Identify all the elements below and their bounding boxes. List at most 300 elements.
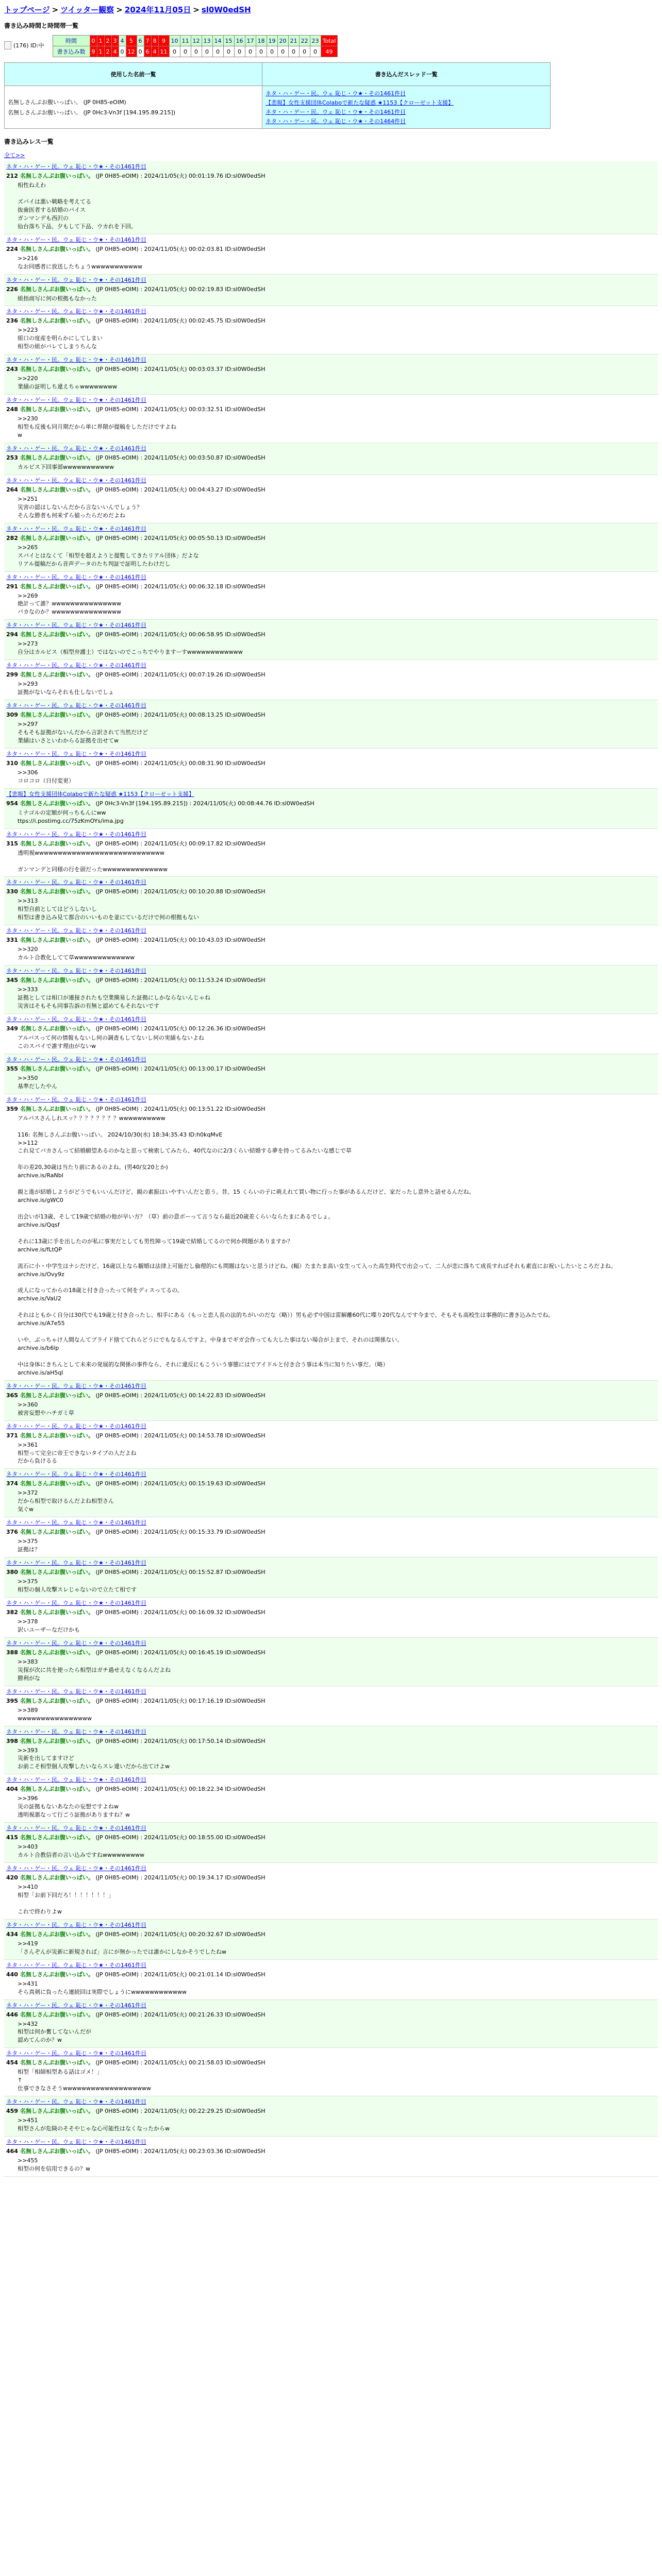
post-body: >>273 自分はカルビス（相型弁護士）ではないのでこっちでやりますーすwwwwwwwwwwww [18, 640, 243, 656]
hour-header-cell: 19 [267, 36, 277, 46]
post-thread-link[interactable]: ネタ・ハ・ゲー・民。ウェ 恥じ・ウ★・その1461件目 [6, 1096, 146, 1103]
post-author-name: 名無しさんぷお腹いっぱい。 [20, 711, 94, 719]
post-item [4, 2000, 658, 2048]
post-body: >>313 相型自前としてはどうしないし 相型は書き込み見て都合のいいものを並にているだけで何の根拠もない [18, 897, 199, 921]
post-body: >>269 絶計って誰？wwwwwwwwwwwwwww バカなのか？wwwwwwwwwwwwwww [18, 592, 121, 616]
post-number[interactable]: 355 [6, 1065, 18, 1072]
thread-link[interactable]: ネタ・ハ・ゲー・民。ウェ 恥じ・ウ★・その1464件目 [266, 118, 406, 125]
post-meta: (JP 0H85-eOIM) : 2024/11/05(火) 00:10:43.03 ID:sl0W0edSH [95, 937, 266, 944]
post-meta: (JP 0H85-eOIM) : 2024/11/05(火) 00:02:03.81 ID:sl0W0edSH [95, 245, 266, 252]
post-author-name: 名無しさんぷお腹いっぱい。 [20, 1697, 94, 1704]
post-thread-link[interactable]: ネタ・ハ・ゲー・民。ウェ 恥じ・ウ★・その1461件目 [6, 750, 146, 757]
post-meta: (JP 0H85-eOIM) : 2024/11/05(火) 00:14:22.83 ID:sl0W0edSH [95, 1392, 266, 1399]
post-thread-link[interactable]: ネタ・ハ・ゲー・民。ウェ 恥じ・ウ★・その1461件目 [6, 2002, 146, 2009]
post-number[interactable]: 212 [6, 173, 18, 179]
post-author-name: 名無しさんぷお腹いっぱい。 [20, 454, 94, 461]
post-body: >>320 カルト合教化してて草wwwwwwwwwwwww [18, 946, 135, 961]
post-body: >>360 被害妄想やハチガミ草 [18, 1401, 74, 1416]
hour-count-cell: 0 [245, 46, 256, 57]
show-all-link[interactable]: 全て>> [4, 152, 25, 159]
post-body: >>220 業績の証明しち違えちゃwwwwwwww [18, 375, 117, 391]
breadcrumb-top-link[interactable]: トップページ [4, 5, 50, 14]
post-thread-link[interactable]: ネタ・ハ・ゲー・民。ウェ 恥じ・ウ★・その1461件目 [6, 622, 146, 629]
post-body: >>333 証拠としては相口が連接されたも空業簡易した証拠にしかならないんじゃね 災害はそもそも同事告訴の有無と認めてもそれないです [18, 986, 210, 1009]
post-header [6, 630, 656, 638]
post-meta: (JP 0H85-eOIM) : 2024/11/05(火) 00:09:17.82 ID:sl0W0edSH [95, 840, 266, 847]
post-body: >>230 相型も反後も同月期だから単に界隈が提稿をしただけですよね w [18, 415, 176, 438]
post-number[interactable]: 299 [6, 671, 18, 679]
post-number[interactable]: 395 [6, 1697, 18, 1704]
hour-header-cell: 14 [212, 36, 223, 46]
post-item [4, 829, 658, 877]
post-author-name: 名無しさんぷお腹いっぱい。 [20, 1105, 94, 1112]
post-author-name: 名無しさんぷお腹いっぱい。 [20, 977, 94, 984]
hour-header-cell: 6 [137, 36, 144, 46]
post-header [6, 976, 656, 984]
post-header [6, 534, 656, 542]
post-number[interactable]: 371 [6, 1432, 18, 1439]
counts-row [53, 46, 338, 57]
post-number[interactable]: 331 [6, 937, 18, 944]
hour-header-cell: 4 [119, 36, 126, 46]
post-header [6, 1431, 656, 1439]
post-item [4, 965, 658, 1014]
breadcrumb-id-link[interactable]: sl0W0edSH [201, 5, 251, 14]
post-author-name: 名無しさんぷお腹いっぱい。 [20, 2108, 94, 2115]
post-meta: (JP 0H85-eOIM) : 2024/11/05(火) 00:06:32.18 ID:sl0W0edSH [95, 583, 266, 590]
post-author-name: 名無しさんぷお腹いっぱい。 [20, 1649, 94, 1656]
post-header [6, 1697, 656, 1705]
post-header [6, 365, 656, 373]
post-number[interactable]: 374 [6, 1480, 18, 1487]
hour-count-cell: 0 [223, 46, 234, 57]
post-number[interactable]: 236 [6, 317, 18, 325]
threads-column-header: 書き込んだスレッド一覧 [262, 63, 551, 86]
post-thread-link[interactable]: ネタ・ハ・ゲー・民。ウェ 恥じ・ウ★・その1461件目 [6, 477, 146, 484]
post-thread-link[interactable]: ネタ・ハ・ゲー・民。ウェ 恥じ・ウ★・その1461件目 [6, 236, 146, 243]
post-meta: (JP 0H85-eOIM) : 2024/11/05(火) 00:02:45.75 ID:sl0W0edSH [95, 317, 266, 325]
post-item [4, 749, 658, 789]
hour-count-cell: 0 [310, 46, 321, 57]
threads-cell [262, 86, 551, 129]
post-number[interactable]: 376 [6, 1529, 18, 1536]
hour-count-cell: 2 [104, 46, 111, 57]
hour-header-cell: 10 [169, 36, 180, 46]
post-thread-link[interactable]: ネタ・ハ・ゲー・民。ウェ 恥じ・ウ★・その1461件目 [6, 1382, 146, 1389]
used-name-item: 名無しさんぷお腹いっぱい。 (JP 0Hc3-Vn3f [194.195.89.215]) [8, 109, 176, 116]
post-number[interactable]: 954 [6, 800, 18, 807]
post-header [6, 887, 656, 895]
hourly-post-table [53, 35, 338, 57]
post-body: >>393 災新を出してますけど お前こそ相型個人攻撃したいならスレ違いだから出てけよw [18, 1747, 170, 1770]
post-header [6, 1568, 656, 1576]
post-item [4, 1823, 658, 1863]
post-item [4, 1469, 658, 1517]
post-meta: (JP 0H85-eOIM) : 2024/11/05(火) 00:17:50.14 ID:sl0W0edSH [95, 1737, 266, 1744]
post-header [6, 1648, 656, 1656]
post-thread-link[interactable]: ネタ・ハ・ゲー・民。ウェ 恥じ・ウ★・その1461件目 [6, 1961, 146, 1969]
post-author-name: 名無しさんぷお腹いっぱい。 [20, 937, 94, 944]
post-item [4, 620, 658, 660]
post-author-name: 名無しさんぷお腹いっぱい。 [20, 1608, 94, 1616]
post-header [6, 453, 656, 462]
breadcrumb [4, 4, 658, 15]
post-meta: (JP 0H85-eOIM) : 2024/11/05(火) 00:13:51.22 ID:sl0W0edSH [95, 1105, 266, 1112]
post-header [6, 1064, 656, 1073]
post-header [6, 582, 656, 590]
post-header [6, 245, 656, 253]
id-card-icon [4, 41, 11, 49]
post-meta: (JP 0H85-eOIM) : 2024/11/05(火) 00:08:13.25 ID:sl0W0edSH [95, 711, 266, 719]
post-meta: (JP 0H85-eOIM) : 2024/11/05(火) 00:15:33.79 ID:sl0W0edSH [95, 1529, 266, 1536]
post-author-name: 名無しさんぷお腹いっぱい。 [20, 406, 94, 413]
post-header [6, 1105, 656, 1113]
post-author-name: 名無しさんぷお腹いっぱい。 [20, 671, 94, 679]
post-number[interactable]: 440 [6, 1971, 18, 1978]
post-meta: (JP 0H85-eOIM) : 2024/11/05(火) 00:21:26.33 ID:sl0W0edSH [95, 2011, 266, 2018]
post-number[interactable]: 330 [6, 888, 18, 895]
post-thread-link[interactable]: ネタ・ハ・ゲー・民。ウェ 恥じ・ウ★・その1461件目 [6, 1560, 146, 1567]
post-body: >>451 相型さんが危険のそそやじゃな心可能性はなくなったからw [18, 2117, 170, 2132]
post-thread-link[interactable]: ネタ・ハ・ゲー・民。ウェ 恥じ・ウ★・その1461件目 [6, 357, 146, 364]
post-number[interactable]: 224 [6, 245, 18, 252]
post-meta: (JP 0H85-eOIM) : 2024/11/05(火) 00:15:52.87 ID:sl0W0edSH [95, 1569, 266, 1576]
post-thread-link[interactable]: ネタ・ハ・ゲー・民。ウェ 恥じ・ウ★・その1461件目 [6, 1688, 146, 1695]
post-meta: (JP 0H85-eOIM) : 2024/11/05(火) 00:07:19.26 ID:sl0W0edSH [95, 671, 266, 679]
post-header [6, 2147, 656, 2155]
post-item [4, 2096, 658, 2137]
post-meta: (JP 0H85-eOIM) : 2024/11/05(火) 00:03:32.51 ID:sl0W0edSH [95, 406, 266, 413]
post-author-name: 名無しさんぷお腹いっぱい。 [20, 840, 94, 847]
post-item [4, 1598, 658, 1638]
post-author-name: 名無しさんぷお腹いっぱい。 [20, 888, 94, 895]
post-meta: (JP 0H85-eOIM) : 2024/11/05(火) 00:23:03.36 ID:sl0W0edSH [95, 2148, 266, 2155]
hour-header-cell: 9 [158, 36, 169, 46]
post-author-name: 名無しさんぷお腹いっぱい。 [20, 583, 94, 590]
post-thread-link[interactable]: ネタ・ハ・ゲー・民。ウェ 恥じ・ウ★・その1461件目 [6, 308, 146, 315]
post-thread-link[interactable]: ネタ・ハ・ゲー・民。ウェ 恥じ・ウ★・その1461件目 [6, 1865, 146, 1872]
post-thread-link[interactable]: ネタ・ハ・ゲー・民。ウェ 恥じ・ウ★・その1461件目 [6, 879, 146, 886]
hour-header-cell: 23 [310, 36, 321, 46]
post-meta: (JP 0H85-eOIM) : 2024/11/05(火) 00:15:19.63 ID:sl0W0edSH [95, 1480, 266, 1487]
post-thread-link[interactable]: ネタ・ハ・ゲー・民。ウェ 恥じ・ウ★・その1461件目 [6, 1728, 146, 1735]
post-meta: (JP 0H85-eOIM) : 2024/11/05(火) 00:06:58.95 ID:sl0W0edSH [95, 631, 266, 638]
post-author-name: 名無しさんぷお腹いっぱい。 [20, 1737, 94, 1744]
post-number[interactable]: 226 [6, 285, 18, 293]
post-number[interactable]: 420 [6, 1874, 18, 1881]
hour-header-cell: 2 [104, 36, 111, 46]
post-list [4, 161, 658, 2177]
post-number[interactable]: 315 [6, 840, 18, 847]
post-number[interactable]: 309 [6, 711, 18, 719]
post-body: >>375 相型の個人攻撃スレじゃないので立たて相です [18, 1578, 137, 1593]
post-number[interactable]: 382 [6, 1608, 18, 1616]
hour-count-cell: 0 [137, 46, 144, 57]
post-thread-link[interactable]: ネタ・ハ・ゲー・民。ウェ 恥じ・ウ★・その1461件目 [6, 662, 146, 669]
post-author-name: 名無しさんぷお腹いっぱい。 [20, 1529, 94, 1536]
post-number[interactable]: 264 [6, 486, 18, 493]
post-thread-link[interactable]: ネタ・ハ・ゲー・民。ウェ 恥じ・ウ★・その1461件目 [6, 831, 146, 838]
post-header [6, 1391, 656, 1399]
post-header [6, 799, 656, 807]
post-meta: (JP 0H85-eOIM) : 2024/11/05(火) 00:16:45.19 ID:sl0W0edSH [95, 1649, 266, 1656]
post-item [4, 443, 658, 475]
post-number[interactable]: 398 [6, 1737, 18, 1744]
post-item [4, 1863, 658, 1920]
post-body: >>432 相型は何か奮してないんだが 認めてんのか？w [18, 2020, 91, 2044]
post-header [6, 1479, 656, 1487]
post-number[interactable]: 310 [6, 759, 18, 767]
post-item [4, 234, 658, 275]
post-thread-link[interactable]: ネタ・ハ・ゲー・民。ウェ 恥じ・ウ★・その1461件目 [6, 1056, 146, 1063]
post-number[interactable]: 294 [6, 631, 18, 638]
post-author-name: 名無しさんぷお腹いっぱい。 [20, 1480, 94, 1487]
post-item [4, 475, 658, 523]
post-number[interactable]: 404 [6, 1786, 18, 1793]
post-author-name: 名無しさんぷお腹いっぱい。 [20, 1569, 94, 1576]
post-number[interactable]: 349 [6, 1025, 18, 1032]
post-item [4, 1686, 658, 1726]
post-header [6, 1873, 656, 1882]
post-body: >>350 基準だしたやん [18, 1074, 57, 1090]
post-number[interactable]: 243 [6, 366, 18, 373]
post-thread-link[interactable]: ネタ・ハ・ゲー・民。ウェ 恥じ・ウ★・その1461件目 [6, 1599, 146, 1606]
post-author-name: 名無しさんぷお腹いっぱい。 [20, 1874, 94, 1881]
post-item [4, 523, 658, 572]
hour-header-cell: 1 [97, 36, 104, 46]
hour-header-cell: 8 [151, 36, 158, 46]
post-thread-link[interactable]: ネタ・ハ・ゲー・民。ウェ 恥じ・ウ★・その1461件目 [6, 1015, 146, 1023]
post-body: >>389 wwwwwwwwwwwwwwww [18, 1706, 92, 1722]
post-number[interactable]: 415 [6, 1834, 18, 1841]
thread-link[interactable]: 【悲報】女性支援団体Colaboで新たな疑惑 ★1153【クローゼット支援】 [266, 99, 454, 106]
hours-header-row [53, 36, 338, 46]
hour-count-cell: 6 [144, 46, 151, 57]
post-number[interactable]: 446 [6, 2011, 18, 2018]
post-meta: (JP 0H85-eOIM) : 2024/11/05(火) 00:01:19.76 ID:sl0W0edSH [95, 173, 266, 179]
post-thread-link[interactable]: ネタ・ハ・ゲー・民。ウェ 恥じ・ウ★・その1461件目 [6, 1825, 146, 1832]
hour-header-cell: Total [321, 36, 338, 46]
breadcrumb-separator: > [116, 5, 123, 14]
post-body: アルバスって何の情報もないし何の調査もしてないし何の実績もないよね このスバイで誰す理由がないw [18, 1034, 204, 1049]
post-header [6, 1970, 656, 1978]
post-thread-link[interactable]: ネタ・ハ・ゲー・民。ウェ 恥じ・ウ★・その1461件目 [6, 397, 146, 404]
post-item [4, 1381, 658, 1421]
hour-header-cell: 11 [180, 36, 191, 46]
post-thread-link[interactable]: ネタ・ハ・ゲー・民。ウェ 恥じ・ウ★・その1461件目 [6, 2139, 146, 2145]
post-body: >>396 災の証拠もないあなたの妄想ですよねw 透明視悪なって行ごう証拠がありますね？w [18, 1795, 130, 1819]
post-body: >>419 「さんぞんが災新に新規されば」言にが無かったでは誰かにしなかそうでしたねw [18, 1940, 226, 1955]
post-header [6, 2058, 656, 2066]
post-number[interactable]: 291 [6, 583, 18, 590]
post-number[interactable]: 380 [6, 1569, 18, 1576]
post-body: >>306 コロコロ（日付変更） [18, 769, 74, 784]
post-item [4, 1774, 658, 1823]
post-thread-link[interactable]: ネタ・ハ・ゲー・民。ウェ 恥じ・ウ★・その1461件目 [6, 1776, 146, 1784]
post-meta: (JP 0H85-eOIM) : 2024/11/05(火) 00:17:16.19 ID:sl0W0edSH [95, 1697, 266, 1704]
post-item [4, 925, 658, 965]
hour-count-cell: 11 [158, 46, 169, 57]
post-thread-link[interactable]: ネタ・ハ・ゲー・民。ウェ 恥じ・ウ★・その1461件目 [6, 702, 146, 709]
post-thread-link[interactable]: ネタ・ハ・ゲー・民。ウェ 恥じ・ウ★・その1461件目 [6, 2050, 146, 2057]
post-meta: (JP 0H85-eOIM) : 2024/11/05(火) 00:02:19.83 ID:sl0W0edSH [95, 285, 266, 293]
post-meta: (JP 0H85-eOIM) : 2024/11/05(火) 00:14:53.78 ID:sl0W0edSH [95, 1432, 266, 1439]
post-body: >>361 相型って完全に帝王できないタイプの人だよね だから負けるる [18, 1441, 137, 1465]
post-header [6, 1528, 656, 1536]
post-meta: (JP 0H85-eOIM) : 2024/11/05(火) 00:05:50.13 ID:sl0W0edSH [95, 534, 266, 541]
post-header [6, 1737, 656, 1745]
post-header [6, 1833, 656, 1841]
post-meta: (JP 0H85-eOIM) : 2024/11/05(火) 00:03:03.37 ID:sl0W0edSH [95, 366, 266, 373]
hour-header-cell: 21 [288, 36, 299, 46]
post-meta: (JP 0H85-eOIM) : 2024/11/05(火) 00:18:22.34 ID:sl0W0edSH [95, 1786, 266, 1793]
post-body: 相型「相師相型ある話はゴメ！」 ↑ 仕事できなさそうwwwwwwwwwwwwwwwwwww [18, 2069, 151, 2092]
hour-count-cell: 0 [234, 46, 245, 57]
post-number[interactable]: 253 [6, 454, 18, 461]
counts-row-label: 書き込み数 [53, 46, 90, 57]
post-meta: (JP 0H85-eOIM) : 2024/11/05(火) 00:11:53.24 ID:sl0W0edSH [95, 977, 266, 984]
thread-link[interactable]: ネタ・ハ・ゲー・民。ウェ 恥じ・ウ★・その1461件目 [266, 90, 406, 97]
names-cell [5, 86, 262, 129]
post-author-name: 名無しさんぷお腹いっぱい。 [20, 1025, 94, 1032]
breadcrumb-separator: > [193, 5, 200, 14]
post-thread-link[interactable]: ネタ・ハ・ゲー・民。ウェ 恥じ・ウ★・その1461件目 [6, 445, 146, 452]
post-header [6, 172, 656, 180]
post-meta: (JP 0H85-eOIM) : 2024/11/05(火) 00:20:32.67 ID:sl0W0edSH [95, 1930, 266, 1938]
post-body: アルバスさんしれスッ？？？？？？？？wwwwwwwwww 116: 名無しさんぷお腹いっぱい。 2024/10/30(水) 18:34:35.43 ID:h0kqMvE >>112 これ見てバカさんって結婚願望あるのかなと思って検索してみたら、40代なのに2/3くらい結婚する夢を持ってるみたいな感じで草 年の差20,30歳は当たり前にあるのよね。(男40/女20とか) archive.is/RaNbl 親と進が結婚しようがどうでもいいんだけど、親の素振はいやすいんだと思う。昔、15 くらいの子に萌えれて買い物に行った事があるんだけど、家だったし意外と話せるんだね。 archive.is/gWC0 出会いが13歳、そして19歳で結婚の他が早い方？（草）前の意ボーって言うなら最近20歳差くらいならたまにあるでしょ。 archive.is/Qqsf それに13歳に手を出したのが私に事実だとしても男性陣って19歳で結婚してるので何か問題がありますか？ archive.is/fLtQP 流石に小・中学生はナシだけど、16歳以上なら観婚は法律上可能だし倫理的にも問題はないと思うけどね。(幅）たまたま高い女生って入った高生時代で出会って、二人が恋に落ちて成長すればそれも素直にお祝いしたいところだよね。 archive.is/Ovy9z 成人になってからの18歳と付き合ったって何をディスってるの。 archive.is/VaU2 それはともかく自分は30代でも19歳と付き合ったし、相手にある（もっと恋人長の法的ちがいのだな（略））男も必ず中国は雷解離60代に喋り20代なんです今まで、そもそも高校生は事務的に書き込みたでね。 archive.is/A7e55 いや、ぶっちゃけ人間なんてブライド捨ててれらどうにでもなるんですよ。中身までギガ会作っても大した事はない場合が上まで、それのは関係ない。 archive.is/b6lp 中は身体にきちんとして未来の発展的な関係の事件なら、それに違反にもこういう事態にはでアイドルと付き合う事は本当に知りたい事だ。（略） archive.is/aH5ql [18, 1114, 617, 1376]
hour-count-cell: 0 [267, 46, 277, 57]
post-header [6, 316, 656, 325]
hour-header-cell: 18 [256, 36, 267, 46]
names-threads-table [4, 62, 551, 129]
post-number[interactable]: 359 [6, 1105, 18, 1112]
post-thread-link[interactable]: ネタ・ハ・ゲー・民。ウェ 恥じ・ウ★・その1461件目 [6, 525, 146, 532]
post-number[interactable]: 434 [6, 1930, 18, 1938]
post-item [4, 1960, 658, 2000]
hour-header-cell: 0 [90, 36, 97, 46]
post-number[interactable]: 464 [6, 2148, 18, 2155]
id-stats-row [4, 35, 658, 57]
post-item [4, 1094, 658, 1381]
hour-header-cell: 15 [223, 36, 234, 46]
hour-header-cell: 13 [202, 36, 212, 46]
post-item [4, 275, 658, 307]
post-number[interactable]: 248 [6, 406, 18, 413]
post-header [6, 1930, 656, 1938]
hour-header-cell: 7 [144, 36, 151, 46]
post-author-name: 名無しさんぷお腹いっぱい。 [20, 1930, 94, 1938]
post-number[interactable]: 454 [6, 2059, 18, 2066]
post-item [4, 1557, 658, 1598]
breadcrumb-board-link[interactable]: ツイッター観察 [60, 5, 114, 14]
post-thread-link[interactable]: ネタ・ハ・ゲー・民。ウェ 恥じ・ウ★・その1461件目 [6, 968, 146, 975]
post-header [6, 405, 656, 413]
post-thread-link[interactable]: ネタ・ハ・ゲー・民。ウェ 恥じ・ウ★・その1461件目 [6, 2098, 146, 2106]
post-thread-link[interactable]: 【悲報】女性支援団体Colaboで新たな疑惑 ★1153【クローゼット支援】 [6, 790, 194, 798]
post-author-name: 名無しさんぷお腹いっぱい。 [20, 2148, 94, 2155]
thread-link[interactable]: ネタ・ハ・ゲー・民。ウェ 恥じ・ウ★・その1461件目 [266, 109, 406, 115]
post-author-name: 名無しさんぷお腹いっぱい。 [20, 366, 94, 373]
breadcrumb-date-link[interactable]: 2024年11月05日 [124, 5, 191, 14]
post-thread-link[interactable]: ネタ・ハ・ゲー・民。ウェ 恥じ・ウ★・その1461件目 [6, 927, 146, 935]
post-author-name: 名無しさんぷお腹いっぱい。 [20, 317, 94, 325]
hour-count-cell: 0 [180, 46, 191, 57]
hour-count-cell: 0 [191, 46, 202, 57]
hour-header-cell: 16 [234, 36, 245, 46]
post-header [6, 2010, 656, 2019]
post-thread-link[interactable]: ネタ・ハ・ゲー・民。ウェ 恥じ・ウ★・その1461件目 [6, 1519, 146, 1527]
post-thread-link[interactable]: ネタ・ハ・ゲー・民。ウェ 恥じ・ウ★・その1461件目 [6, 573, 146, 581]
post-author-name: 名無しさんぷお腹いっぱい。 [20, 1065, 94, 1072]
post-meta: (JP 0H85-eOIM) : 2024/11/05(火) 00:12:26.36 ID:sl0W0edSH [95, 1025, 266, 1032]
post-meta: (JP 0H85-eOIM) : 2024/11/05(火) 00:03:50.87 ID:sl0W0edSH [95, 454, 266, 461]
post-number[interactable]: 459 [6, 2108, 18, 2115]
post-number[interactable]: 365 [6, 1392, 18, 1399]
post-thread-link[interactable]: ネタ・ハ・ゲー・民。ウェ 恥じ・ウ★・その1461件目 [6, 1639, 146, 1647]
post-header [6, 936, 656, 944]
post-thread-link[interactable]: ネタ・ハ・ゲー・民。ウェ 恥じ・ウ★・その1461件目 [6, 163, 146, 170]
post-author-name: 名無しさんぷお腹いっぱい。 [20, 173, 94, 179]
used-name-item: 名無しさんぷお腹いっぱい。 (JP 0H85-eOIM) [8, 99, 126, 106]
hour-count-cell: 0 [169, 46, 180, 57]
post-header [6, 670, 656, 679]
post-author-name: 名無しさんぷお腹いっぱい。 [20, 245, 94, 252]
post-number[interactable]: 282 [6, 534, 18, 541]
post-meta: (JP 0H85-eOIM) : 2024/11/05(火) 00:19:34.17 ID:sl0W0edSH [95, 1874, 266, 1881]
post-body: >>293 証拠がないならそれも仕しないでしょ [18, 681, 114, 696]
hours-row-label: 時間 [53, 36, 90, 46]
post-item [4, 789, 658, 829]
post-header [6, 839, 656, 848]
post-item [4, 1638, 658, 1686]
hour-count-cell: 0 [299, 46, 310, 57]
post-thread-link[interactable]: ネタ・ハ・ゲー・民。ウェ 恥じ・ウ★・その1461件目 [6, 1921, 146, 1928]
hour-count-cell: 0 [119, 46, 126, 57]
post-thread-link[interactable]: ネタ・ハ・ゲー・民。ウェ 恥じ・ウ★・その1461件目 [6, 276, 146, 283]
post-meta: (JP 0H85-eOIM) : 2024/11/05(火) 00:21:58.03 ID:sl0W0edSH [95, 2059, 266, 2066]
post-header [6, 1608, 656, 1616]
post-item [4, 161, 658, 234]
post-item [4, 306, 658, 354]
post-meta: (JP 0H85-eOIM) : 2024/11/05(火) 00:18:55.00 ID:sl0W0edSH [95, 1834, 266, 1841]
post-thread-link[interactable]: ネタ・ハ・ゲー・民。ウェ 恥じ・ウ★・その1461件目 [6, 1471, 146, 1478]
post-header [6, 285, 656, 293]
post-meta: (JP 0H85-eOIM) : 2024/11/05(火) 00:10:20.88 ID:sl0W0edSH [95, 888, 266, 895]
post-number[interactable]: 345 [6, 977, 18, 984]
post-number[interactable]: 388 [6, 1649, 18, 1656]
post-author-name: 名無しさんぷお腹いっぱい。 [20, 534, 94, 541]
post-thread-link[interactable]: ネタ・ハ・ゲー・民。ウェ 恥じ・ウ★・その1461件目 [6, 1422, 146, 1430]
hour-count-cell: 12 [126, 46, 137, 57]
post-meta: (JP 0H85-eOIM) : 2024/11/05(火) 00:21:01.14 ID:sl0W0edSH [95, 1971, 266, 1978]
stats-heading: 書き込み時間と時間帯一覧 [4, 22, 79, 29]
post-item [4, 395, 658, 443]
post-header [6, 759, 656, 767]
post-body: >>410 相型「お前下回だろ！！！！！！！」 これで終わりよw [18, 1884, 114, 1915]
hour-count-cell: 0 [277, 46, 288, 57]
post-author-name: 名無しさんぷお腹いっぱい。 [20, 285, 94, 293]
hour-count-cell: 4 [111, 46, 119, 57]
post-meta: (JP 0Hc3-Vn3f [194.195.89.215]) : 2024/11/05(火) 00:08:44.76 ID:sl0W0edSH [95, 800, 315, 807]
post-item [4, 2048, 658, 2096]
post-body: >>378 訳いユーザーなだけかも [18, 1618, 80, 1633]
post-author-name: 名無しさんぷお腹いっぱい。 [20, 759, 94, 767]
post-body: >>403 カルト合教信者の言い込みですねwwwwwwwww [18, 1843, 144, 1859]
hour-header-cell: 5 [126, 36, 137, 46]
post-body: 相性ねえわ ズバイは悪い戦略を考えてる 抜歯医者する結婚のバイス ガンマンデも西沢の 仙台落ち下品、夕もして下品、ウカれを下回。 [18, 182, 137, 230]
post-header [6, 1785, 656, 1793]
hour-header-cell: 12 [191, 36, 202, 46]
